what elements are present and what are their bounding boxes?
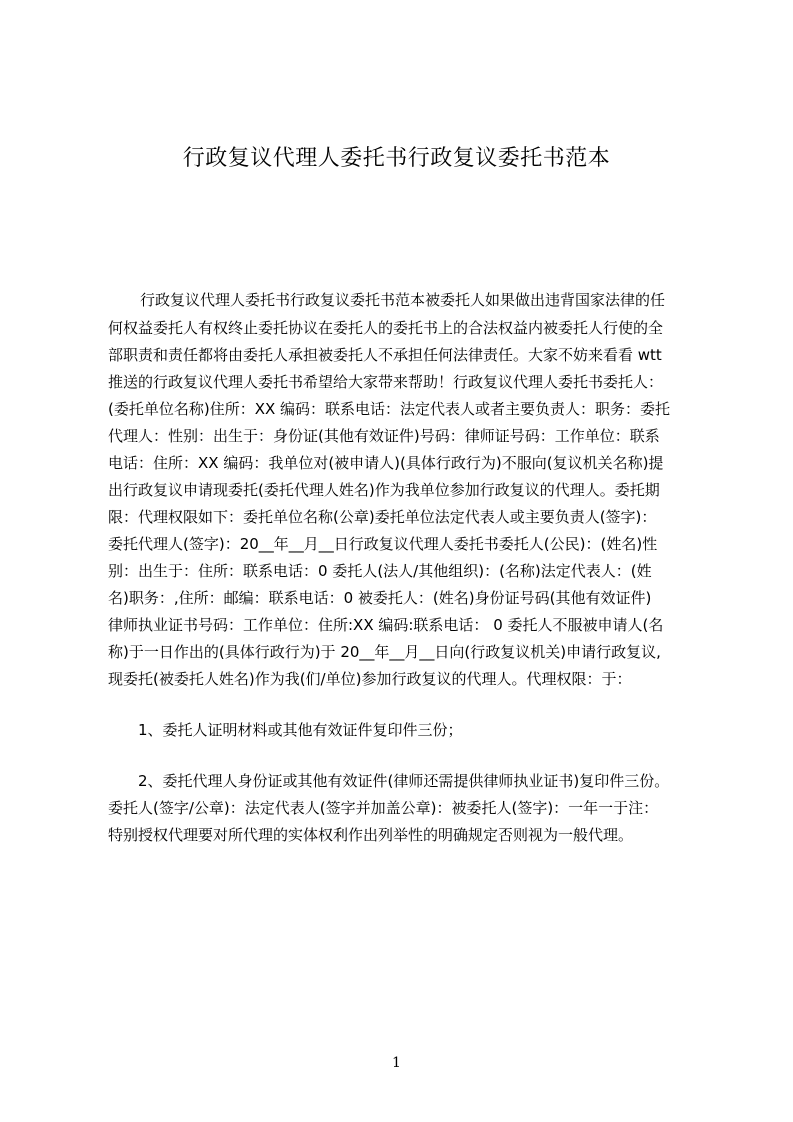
- body-line: 出行政复议申请现委托(委托代理人姓名)作为我单位参加行政复议的代理人。委托期: [108, 481, 660, 499]
- list-item-2-line: 委托人(签字/公章)：法定代表人(签字并加盖公章)：被委托人(签字)：一年一于注：: [108, 799, 659, 817]
- body-line: 律师执业证书号码：工作单位：住所:XX 编码:联系电话： 0 委托人不服被申请人(名: [108, 616, 664, 634]
- body-line: 别：出生于：住所：联系电话：0 委托人(法人/其他组织)：(名称)法定代表人：(姓: [108, 562, 652, 580]
- body-line: (委托单位名称)住所：XX 编码：联系电话：法定代表人或者主要负责人：职务：委托: [108, 400, 671, 418]
- body-line: 行政复议代理人委托书行政复议委托书范本被委托人如果做出违背国家法律的任: [140, 291, 666, 309]
- list-item-1: 1、委托人证明材料或其他有效证件复印件三份；: [138, 721, 463, 739]
- body-line: 名)职务：,住所：邮编：联系电话：0 被委托人：(姓名)身份证号码(其他有效证件): [108, 589, 652, 607]
- document-title: 行政复议代理人委托书行政复议委托书范本: [182, 146, 611, 171]
- list-item-2-line: 特别授权代理要对所代理的实体权利作出列举性的明确规定否则视为一般代理。: [108, 826, 634, 844]
- body-line: 委托代理人(签字)：20__年__月__日行政复议代理人委托书委托人(公民)：(姓名)性: [108, 535, 658, 553]
- body-line: 称)于一日作出的(具体行政行为)于 20__年__月__日向(行政复议机关)申请行政复议,: [108, 643, 661, 661]
- body-line: 部职责和责任都将由委托人承担被委托人不承担任何法律责任。大家不妨来看看 wtt: [108, 346, 662, 364]
- body-line: 限：代理权限如下：委托单位名称(公章)委托单位法定代表人或主要负责人(签字)：: [108, 508, 657, 526]
- body-line: 何权益委托人有权终止委托协议在委托人的委托书上的合法权益内被委托人行使的全: [108, 319, 664, 337]
- page-number: 1: [392, 1055, 401, 1071]
- list-item-2-line: 2、委托代理人身份证或其他有效证件(律师还需提供律师执业证书)复印件三份。: [138, 772, 670, 790]
- body-line: 现委托(被委托人姓名)作为我(们/单位)参加行政复议的代理人。代理权限：于：: [108, 670, 632, 688]
- body-line: 代理人：性别：出生于：身份证(其他有效证件)号码：律师证号码：工作单位：联系: [108, 427, 660, 445]
- body-line: 电话：住所：XX 编码：我单位对(被申请人)(具体行政行为)不服向(复议机关名称)提: [108, 454, 664, 472]
- body-line: 推送的行政复议代理人委托书希望给大家带来帮助！行政复议代理人委托书委托人：: [108, 373, 664, 391]
